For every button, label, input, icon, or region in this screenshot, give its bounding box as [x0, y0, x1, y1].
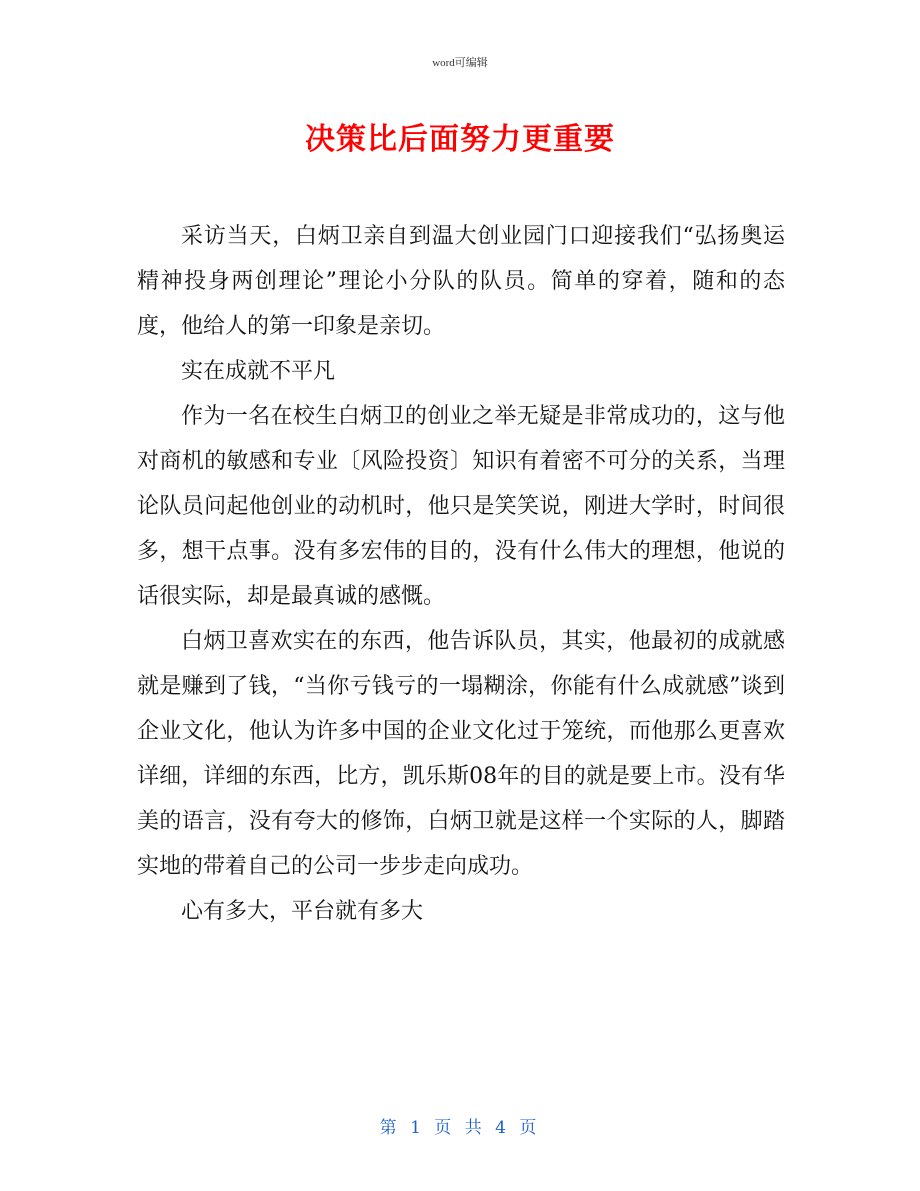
page-footer: 第 1 页 共 4 页 — [379, 1118, 541, 1138]
document-body — [137, 214, 785, 934]
paragraph-3: 白炳卫喜欢实在的东西，他告诉队员，其实，他最初的成就感就是赚到了钱，“当你亏钱亏的一塌糊涂，你能有什么成就感”谈到企业文化，他认为许多中国的企业文化过于笼统，而他那么更喜欢详细，详细的东西，比方，凯乐斯08年的目的就是要上市。没有华美的语言，没有夸大的修饰，白炳卫就是这样一个实际的人，脚踏实地的带着自己的公司一步步走向成功。 — [137, 629, 785, 879]
paragraph-2: 作为一名在校生白炳卫的创业之举无疑是非常成功的，这与他对商机的敏感和专业〔风险投资〕知识有着密不可分的关系，当理论队员问起他创业的动机时，他只是笑笑说，刚进大学时，时间很多，想干点事。没有多宏伟的目的，没有什么伟大的理想，他说的话很实际，却是最真诚的感慨。 — [137, 404, 785, 609]
header-note: word可编辑 — [432, 57, 488, 69]
paragraph-1: 采访当天，白炳卫亲自到温大创业园门口迎接我们“弘扬奥运精神投身两创理论”理论小分队的队员。简单的穿着，随和的态度，他给人的第一印象是亲切。 — [137, 224, 785, 339]
section-heading-1: 实在成就不平凡 — [181, 359, 336, 384]
document-title: 决策比后面努力更重要 — [305, 122, 615, 157]
section-heading-2: 心有多大，平台就有多大 — [181, 899, 424, 924]
